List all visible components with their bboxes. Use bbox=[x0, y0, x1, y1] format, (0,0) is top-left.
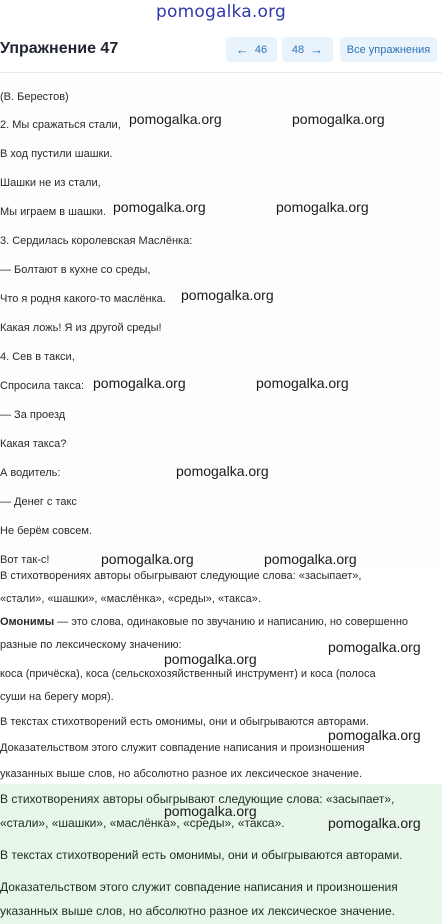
prev-exercise-label: 46 bbox=[254, 43, 268, 56]
watermark: pomogalka.org bbox=[164, 651, 257, 667]
poem-line: — За проезд bbox=[0, 409, 66, 421]
watermark: pomogalka.org bbox=[292, 111, 385, 127]
watermark: pomogalka.org bbox=[164, 803, 257, 819]
watermark: pomogalka.org bbox=[93, 375, 186, 391]
poem-line: В ход пустили шашки. bbox=[0, 148, 113, 160]
answer-line bbox=[0, 616, 408, 628]
watermark: pomogalka.org bbox=[264, 551, 357, 567]
poem-line: Не берём совсем. bbox=[0, 525, 92, 537]
poem-line: 2. Мы сражаться стали, bbox=[0, 119, 121, 131]
highlight-line: указанных выше слов, но абсолютно разное их лексическое значение. bbox=[0, 904, 396, 918]
watermark: pomogalka.org bbox=[113, 199, 206, 215]
answer-line: Доказательством этого служит совпадение написания и произношения bbox=[0, 742, 365, 754]
highlight-line: Доказательством этого служит совпадение написания и произношения bbox=[0, 880, 398, 894]
answer-line-rest: — это слова, одинаковые по звучанию и написанию, но совершенно bbox=[54, 616, 409, 628]
term-homonyms: Омонимы bbox=[0, 616, 55, 628]
answer-line: суши на берегу моря). bbox=[0, 691, 114, 703]
watermark: pomogalka.org bbox=[328, 639, 421, 655]
watermark: pomogalka.org bbox=[181, 287, 274, 303]
answer-line: коса (причёска), коса (сельскохозяйственный инструмент) и коса (полоса bbox=[0, 668, 376, 680]
watermark: pomogalka.org bbox=[328, 727, 421, 743]
poem-line: Вот так-с! bbox=[0, 554, 50, 566]
highlight-line: В текстах стихотворений есть омонимы, они и обыгрываются авторами. bbox=[0, 848, 403, 862]
arrow-left-icon: ← bbox=[235, 42, 249, 57]
poem-line: Мы играем в шашки. bbox=[0, 206, 106, 218]
poem-line: Спросила такса: bbox=[0, 380, 85, 392]
highlight-line: «стали», «шашки», «маслёнка», «среды», «такса». bbox=[0, 816, 285, 830]
poem-scan bbox=[0, 74, 442, 566]
watermark: pomogalka.org bbox=[256, 375, 349, 391]
watermark: pomogalka.org bbox=[101, 551, 194, 567]
watermark: pomogalka.org bbox=[129, 111, 222, 127]
prev-exercise-button[interactable] bbox=[226, 37, 277, 62]
poem-line: 3. Сердилась королевская Маслёнка: bbox=[0, 235, 193, 247]
poem-line: — Болтают в кухне со среды, bbox=[0, 264, 151, 276]
poem-line: А водитель: bbox=[0, 467, 61, 479]
poem-line: (В. Берестов) bbox=[0, 91, 69, 103]
all-exercises-button[interactable]: Все упражнения bbox=[340, 37, 437, 62]
poem-line: Что я родня какого-то маслёнка. bbox=[0, 293, 166, 305]
next-exercise-label: 48 bbox=[291, 43, 305, 56]
answer-line: В текстах стихотворений есть омонимы, они и обыгрываются авторами. bbox=[0, 716, 369, 728]
site-logo[interactable]: pomogalka.org bbox=[156, 2, 286, 22]
watermark: pomogalka.org bbox=[328, 815, 421, 831]
answer-line: разные по лексическому значению: bbox=[0, 639, 182, 651]
exercise-header bbox=[0, 26, 442, 73]
poem-line: 4. Сев в такси, bbox=[0, 351, 75, 363]
next-exercise-button[interactable] bbox=[282, 37, 333, 62]
watermark: pomogalka.org bbox=[176, 463, 269, 479]
poem-line: Шашки не из стали, bbox=[0, 177, 101, 189]
poem-line: Какая такса? bbox=[0, 438, 67, 450]
watermark: pomogalka.org bbox=[276, 199, 369, 215]
answer-line: В стихотворениях авторы обыгрывают следующие слова: «засыпает», bbox=[0, 570, 362, 582]
arrow-right-icon: → bbox=[310, 42, 324, 57]
page-title: Упражнение 47 bbox=[0, 40, 119, 57]
answer-line: указанных выше слов, но абсолютно разное их лексическое значение. bbox=[0, 768, 363, 780]
poem-line: — Денег с такс bbox=[0, 496, 77, 508]
answer-line: «стали», «шашки», «маслёнка», «среды», «такса». bbox=[0, 593, 261, 605]
poem-line: Какая ложь! Я из другой среды! bbox=[0, 322, 162, 334]
highlight-line: В стихотворениях авторы обыгрывают следующие слова: «засыпает», bbox=[0, 792, 395, 806]
